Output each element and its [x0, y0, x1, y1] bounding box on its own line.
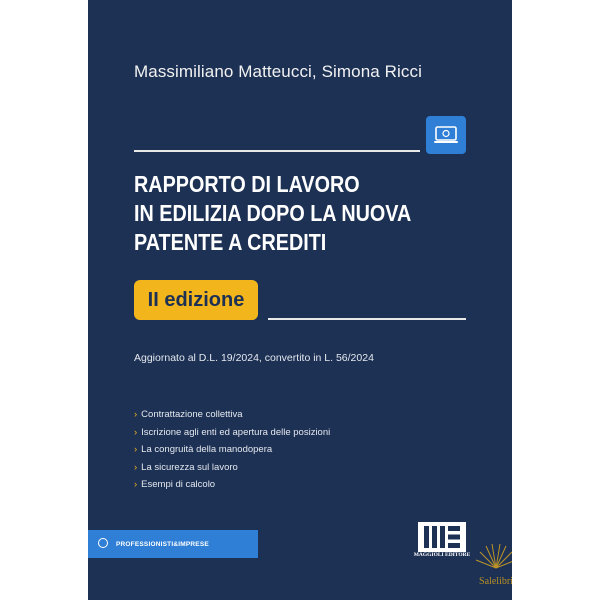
chevron-right-icon: ›: [134, 426, 138, 438]
list-item: [134, 424, 330, 442]
series-label: PROFESSIONISTI&IMPRESE: [116, 540, 209, 548]
topics-list: [134, 406, 330, 494]
title-line: RAPPORTO DI LAVORO: [134, 171, 360, 197]
title-line: PATENTE A CREDITI: [134, 229, 327, 255]
book-title: [134, 170, 426, 257]
divider-mid: [268, 318, 466, 320]
series-bar: [88, 530, 258, 558]
list-item: [134, 406, 330, 424]
divider-top: [134, 150, 420, 152]
circle-logo-icon: [98, 538, 108, 548]
topic-label: La congruità della manodopera: [141, 444, 273, 455]
book-cover: [88, 0, 512, 600]
chevron-right-icon: ›: [134, 444, 138, 455]
chevron-right-icon: ›: [134, 461, 138, 473]
edition-badge: II edizione: [134, 280, 258, 320]
list-item: [134, 441, 330, 459]
chevron-right-icon: ›: [134, 479, 138, 490]
topic-label: Iscrizione agli enti ed apertura delle posizioni: [141, 426, 331, 438]
topic-label: Esempi di calcolo: [141, 479, 216, 490]
chevron-right-icon: ›: [134, 409, 138, 420]
list-item: [134, 476, 330, 494]
topic-label: La sicurezza sul lavoro: [141, 461, 238, 473]
list-item: [134, 459, 330, 477]
ebook-badge: [426, 116, 466, 154]
topic-label: Contrattazione collettiva: [141, 409, 243, 420]
authors: Massimiliano Matteucci, Simona Ricci: [134, 62, 422, 81]
update-note: Aggiornato al D.L. 19/2024, convertito in L. 56/2024: [134, 352, 374, 364]
title-line: IN EDILIZIA DOPO LA NUOVA: [134, 200, 412, 226]
watermark-text: Salelibri: [479, 576, 513, 587]
monitor-icon: [433, 124, 459, 146]
publisher-name: MAGGIOLI EDITORE: [413, 552, 471, 558]
